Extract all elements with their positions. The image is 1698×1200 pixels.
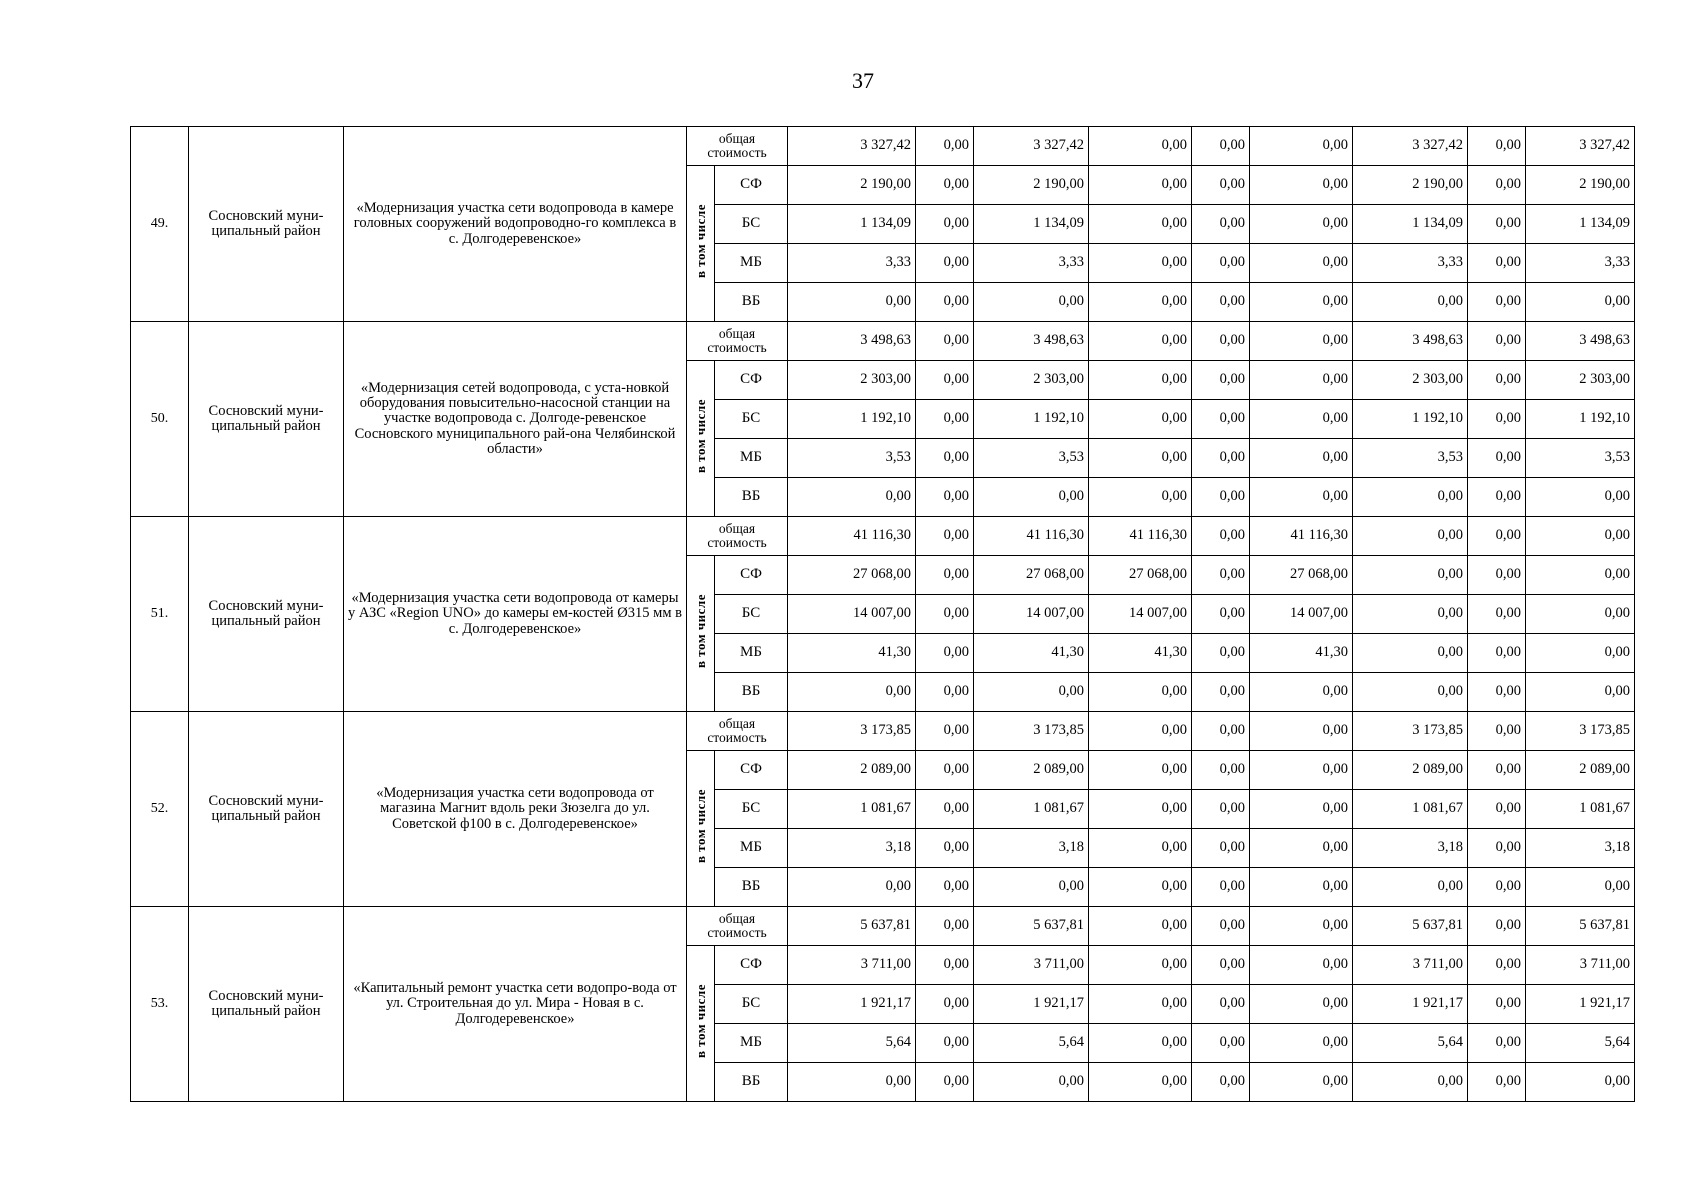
- value-cell: 0,00: [1089, 1063, 1192, 1102]
- value-cell: 5,64: [1526, 1024, 1635, 1063]
- value-cell: 3,33: [1526, 244, 1635, 283]
- value-cell: 0,00: [1250, 244, 1353, 283]
- value-cell: 0,00: [1526, 517, 1635, 556]
- value-cell: 41,30: [1250, 634, 1353, 673]
- value-cell: 3 327,42: [788, 127, 916, 166]
- funding-source-label: МБ: [715, 244, 788, 283]
- value-cell: 0,00: [1468, 439, 1526, 478]
- funding-source-label: БС: [715, 205, 788, 244]
- value-cell: 0,00: [1192, 439, 1250, 478]
- value-cell: 5 637,81: [1353, 907, 1468, 946]
- value-cell: 2 190,00: [1353, 166, 1468, 205]
- municipality-name: Сосновский муни-ципальный район: [189, 322, 344, 517]
- value-cell: 27 068,00: [1089, 556, 1192, 595]
- value-cell: 0,00: [1468, 361, 1526, 400]
- page-number: 37: [852, 68, 874, 93]
- value-cell: 0,00: [1468, 127, 1526, 166]
- value-cell: 0,00: [916, 1063, 974, 1102]
- project-number: 50.: [131, 322, 189, 517]
- value-cell: 1 192,10: [974, 400, 1089, 439]
- value-cell: 3 711,00: [974, 946, 1089, 985]
- value-cell: 27 068,00: [1250, 556, 1353, 595]
- value-cell: 0,00: [1250, 478, 1353, 517]
- value-cell: 0,00: [1353, 517, 1468, 556]
- value-cell: 3 173,85: [1353, 712, 1468, 751]
- value-cell: 0,00: [788, 673, 916, 712]
- value-cell: 5 637,81: [974, 907, 1089, 946]
- value-cell: 3 173,85: [788, 712, 916, 751]
- value-cell: 0,00: [1468, 595, 1526, 634]
- value-cell: 3 498,63: [1353, 322, 1468, 361]
- value-cell: 1 192,10: [1526, 400, 1635, 439]
- value-cell: 0,00: [1526, 634, 1635, 673]
- value-cell: 27 068,00: [974, 556, 1089, 595]
- value-cell: 3,33: [1353, 244, 1468, 283]
- value-cell: 3 327,42: [974, 127, 1089, 166]
- value-cell: 0,00: [1192, 790, 1250, 829]
- value-cell: 3,33: [974, 244, 1089, 283]
- project-row-total: [131, 127, 1635, 166]
- value-cell: 2 190,00: [788, 166, 916, 205]
- value-cell: 0,00: [1089, 127, 1192, 166]
- value-cell: 0,00: [1089, 205, 1192, 244]
- value-cell: 0,00: [1526, 283, 1635, 322]
- funding-source-label: ВБ: [715, 478, 788, 517]
- value-cell: 3,53: [1526, 439, 1635, 478]
- value-cell: 2 303,00: [1353, 361, 1468, 400]
- value-cell: 0,00: [916, 439, 974, 478]
- including-label: в том числе: [692, 399, 708, 474]
- value-cell: 0,00: [916, 244, 974, 283]
- value-cell: 0,00: [1250, 166, 1353, 205]
- total-cost-label: общая стоимость: [687, 517, 788, 556]
- value-cell: 3 711,00: [1526, 946, 1635, 985]
- value-cell: 0,00: [974, 283, 1089, 322]
- municipality-name: Сосновский муни-ципальный район: [189, 712, 344, 907]
- value-cell: 0,00: [1468, 283, 1526, 322]
- value-cell: 0,00: [1468, 985, 1526, 1024]
- value-cell: 0,00: [974, 673, 1089, 712]
- value-cell: 0,00: [788, 868, 916, 907]
- value-cell: 0,00: [1468, 829, 1526, 868]
- including-label: в том числе: [692, 984, 708, 1059]
- project-name: «Модернизация участка сети водопровода от камеры у АЗС «Region UNO» до камеры ем-костей Ø315 мм в с. Долгодеревенское»: [344, 517, 687, 712]
- funding-source-label: ВБ: [715, 673, 788, 712]
- value-cell: 0,00: [1192, 244, 1250, 283]
- project-row-total: [131, 322, 1635, 361]
- value-cell: 0,00: [1089, 829, 1192, 868]
- value-cell: 1 921,17: [974, 985, 1089, 1024]
- value-cell: 0,00: [916, 205, 974, 244]
- total-cost-label: общая стоимость: [687, 322, 788, 361]
- value-cell: 0,00: [1089, 907, 1192, 946]
- value-cell: 0,00: [1353, 283, 1468, 322]
- project-number: 51.: [131, 517, 189, 712]
- value-cell: 3 498,63: [788, 322, 916, 361]
- value-cell: 3 327,42: [1526, 127, 1635, 166]
- value-cell: 0,00: [1250, 751, 1353, 790]
- value-cell: 0,00: [916, 166, 974, 205]
- value-cell: 0,00: [916, 907, 974, 946]
- value-cell: 3 327,42: [1353, 127, 1468, 166]
- value-cell: 0,00: [1250, 400, 1353, 439]
- value-cell: 0,00: [1192, 556, 1250, 595]
- value-cell: 3,33: [788, 244, 916, 283]
- value-cell: 0,00: [1192, 829, 1250, 868]
- value-cell: 5,64: [788, 1024, 916, 1063]
- funding-source-label: СФ: [715, 166, 788, 205]
- funding-source-label: ВБ: [715, 1063, 788, 1102]
- value-cell: 0,00: [1192, 946, 1250, 985]
- value-cell: 0,00: [916, 946, 974, 985]
- funding-source-label: МБ: [715, 829, 788, 868]
- funding-source-label: СФ: [715, 361, 788, 400]
- value-cell: 1 081,67: [974, 790, 1089, 829]
- value-cell: 0,00: [1192, 985, 1250, 1024]
- value-cell: 0,00: [1468, 400, 1526, 439]
- value-cell: 0,00: [1192, 1063, 1250, 1102]
- value-cell: 0,00: [1468, 556, 1526, 595]
- value-cell: 1 192,10: [788, 400, 916, 439]
- value-cell: 0,00: [1250, 1024, 1353, 1063]
- value-cell: 0,00: [1192, 595, 1250, 634]
- value-cell: 27 068,00: [788, 556, 916, 595]
- value-cell: 2 089,00: [788, 751, 916, 790]
- funding-source-label: СФ: [715, 556, 788, 595]
- value-cell: 3,18: [1526, 829, 1635, 868]
- value-cell: 0,00: [1089, 868, 1192, 907]
- value-cell: 0,00: [916, 361, 974, 400]
- value-cell: 0,00: [916, 322, 974, 361]
- value-cell: 0,00: [1089, 244, 1192, 283]
- value-cell: 0,00: [916, 712, 974, 751]
- value-cell: 2 089,00: [974, 751, 1089, 790]
- value-cell: 0,00: [1468, 244, 1526, 283]
- value-cell: 0,00: [1192, 283, 1250, 322]
- including-label: в том числе: [692, 594, 708, 669]
- municipality-name: Сосновский муни-ципальный район: [189, 127, 344, 322]
- value-cell: 0,00: [1526, 868, 1635, 907]
- value-cell: 41 116,30: [974, 517, 1089, 556]
- total-cost-label: общая стоимость: [687, 127, 788, 166]
- total-cost-label: общая стоимость: [687, 712, 788, 751]
- value-cell: 0,00: [1089, 1024, 1192, 1063]
- value-cell: 3,18: [1353, 829, 1468, 868]
- funding-source-label: МБ: [715, 634, 788, 673]
- value-cell: 0,00: [1089, 439, 1192, 478]
- value-cell: 0,00: [1526, 1063, 1635, 1102]
- including-label-cell: [687, 556, 715, 712]
- value-cell: 1 134,09: [1526, 205, 1635, 244]
- value-cell: 2 190,00: [974, 166, 1089, 205]
- value-cell: 1 134,09: [788, 205, 916, 244]
- value-cell: 0,00: [1468, 712, 1526, 751]
- value-cell: 1 134,09: [974, 205, 1089, 244]
- value-cell: 0,00: [1250, 907, 1353, 946]
- value-cell: 0,00: [1089, 712, 1192, 751]
- project-number: 49.: [131, 127, 189, 322]
- value-cell: 1 134,09: [1353, 205, 1468, 244]
- value-cell: 2 303,00: [974, 361, 1089, 400]
- value-cell: 0,00: [916, 1024, 974, 1063]
- value-cell: 0,00: [974, 868, 1089, 907]
- value-cell: 3 711,00: [788, 946, 916, 985]
- including-label-cell: [687, 751, 715, 907]
- value-cell: 2 190,00: [1526, 166, 1635, 205]
- value-cell: 0,00: [1468, 907, 1526, 946]
- value-cell: 3 173,85: [974, 712, 1089, 751]
- value-cell: 2 089,00: [1353, 751, 1468, 790]
- value-cell: 0,00: [1192, 322, 1250, 361]
- value-cell: 0,00: [1468, 634, 1526, 673]
- value-cell: 0,00: [1468, 946, 1526, 985]
- value-cell: 41 116,30: [1089, 517, 1192, 556]
- value-cell: 3,18: [788, 829, 916, 868]
- value-cell: 0,00: [1353, 556, 1468, 595]
- funding-source-label: БС: [715, 985, 788, 1024]
- value-cell: 0,00: [788, 478, 916, 517]
- including-label-cell: [687, 946, 715, 1102]
- value-cell: 0,00: [1192, 517, 1250, 556]
- value-cell: 0,00: [1353, 634, 1468, 673]
- value-cell: 0,00: [1192, 868, 1250, 907]
- municipality-name: Сосновский муни-ципальный район: [189, 907, 344, 1102]
- value-cell: 0,00: [1250, 439, 1353, 478]
- value-cell: 0,00: [1353, 595, 1468, 634]
- value-cell: 0,00: [1468, 322, 1526, 361]
- value-cell: 0,00: [1468, 868, 1526, 907]
- value-cell: 0,00: [1250, 712, 1353, 751]
- including-label: в том числе: [692, 789, 708, 864]
- value-cell: 2 303,00: [788, 361, 916, 400]
- value-cell: 0,00: [1353, 478, 1468, 517]
- value-cell: 0,00: [1526, 595, 1635, 634]
- value-cell: 3,53: [1353, 439, 1468, 478]
- total-cost-label: общая стоимость: [687, 907, 788, 946]
- value-cell: 2 303,00: [1526, 361, 1635, 400]
- value-cell: 0,00: [1250, 946, 1353, 985]
- value-cell: 1 921,17: [1526, 985, 1635, 1024]
- value-cell: 41 116,30: [788, 517, 916, 556]
- value-cell: 0,00: [1192, 205, 1250, 244]
- value-cell: 0,00: [1192, 907, 1250, 946]
- including-label-cell: [687, 166, 715, 322]
- value-cell: 0,00: [1089, 673, 1192, 712]
- including-label: в том числе: [692, 204, 708, 279]
- value-cell: 14 007,00: [788, 595, 916, 634]
- value-cell: 0,00: [1192, 634, 1250, 673]
- value-cell: 0,00: [974, 478, 1089, 517]
- value-cell: 0,00: [1526, 556, 1635, 595]
- value-cell: 0,00: [1468, 751, 1526, 790]
- value-cell: 0,00: [916, 556, 974, 595]
- value-cell: 1 081,67: [1353, 790, 1468, 829]
- value-cell: 0,00: [1468, 1024, 1526, 1063]
- value-cell: 0,00: [1089, 322, 1192, 361]
- value-cell: 5,64: [974, 1024, 1089, 1063]
- value-cell: 0,00: [1526, 673, 1635, 712]
- value-cell: 0,00: [1250, 1063, 1353, 1102]
- table-body: [131, 127, 1635, 1102]
- value-cell: 0,00: [1250, 283, 1353, 322]
- value-cell: 0,00: [916, 595, 974, 634]
- value-cell: 41,30: [1089, 634, 1192, 673]
- project-name: «Капитальный ремонт участка сети водопро-вода от ул. Строительная до ул. Мира - Новая в с. Долгодеревенское»: [344, 907, 687, 1102]
- value-cell: 41 116,30: [1250, 517, 1353, 556]
- value-cell: 0,00: [916, 790, 974, 829]
- value-cell: 0,00: [916, 751, 974, 790]
- value-cell: 1 081,67: [1526, 790, 1635, 829]
- value-cell: 0,00: [916, 868, 974, 907]
- value-cell: 3 173,85: [1526, 712, 1635, 751]
- value-cell: 0,00: [1192, 478, 1250, 517]
- value-cell: 0,00: [916, 478, 974, 517]
- value-cell: 5,64: [1353, 1024, 1468, 1063]
- value-cell: 0,00: [1089, 985, 1192, 1024]
- value-cell: 0,00: [1089, 400, 1192, 439]
- value-cell: 3 498,63: [1526, 322, 1635, 361]
- project-number: 53.: [131, 907, 189, 1102]
- value-cell: 0,00: [1192, 712, 1250, 751]
- value-cell: 0,00: [1192, 127, 1250, 166]
- value-cell: 0,00: [788, 1063, 916, 1102]
- value-cell: 0,00: [1192, 673, 1250, 712]
- value-cell: 14 007,00: [974, 595, 1089, 634]
- value-cell: 0,00: [1468, 166, 1526, 205]
- value-cell: 0,00: [1089, 283, 1192, 322]
- value-cell: 0,00: [1089, 166, 1192, 205]
- value-cell: 0,00: [1468, 517, 1526, 556]
- value-cell: 1 081,67: [788, 790, 916, 829]
- value-cell: 0,00: [1250, 868, 1353, 907]
- value-cell: 0,00: [916, 634, 974, 673]
- value-cell: 0,00: [1250, 127, 1353, 166]
- funding-source-label: МБ: [715, 1024, 788, 1063]
- value-cell: 3,53: [788, 439, 916, 478]
- value-cell: 0,00: [1192, 751, 1250, 790]
- value-cell: 1 921,17: [788, 985, 916, 1024]
- value-cell: 0,00: [1192, 1024, 1250, 1063]
- value-cell: 0,00: [1526, 478, 1635, 517]
- funding-source-label: БС: [715, 595, 788, 634]
- funding-source-label: БС: [715, 790, 788, 829]
- value-cell: 0,00: [788, 283, 916, 322]
- value-cell: 1 192,10: [1353, 400, 1468, 439]
- value-cell: 0,00: [1192, 400, 1250, 439]
- project-name: «Модернизация сетей водопровода, с уста-новкой оборудования повысительно-насосной станции на участке водопровода с. Долгоде-ревенское Сосновского муниципального рай-она Челябинской области»: [344, 322, 687, 517]
- project-number: 52.: [131, 712, 189, 907]
- value-cell: 14 007,00: [1250, 595, 1353, 634]
- value-cell: 0,00: [916, 400, 974, 439]
- value-cell: 0,00: [1353, 868, 1468, 907]
- value-cell: 1 921,17: [1353, 985, 1468, 1024]
- funding-source-label: ВБ: [715, 283, 788, 322]
- value-cell: 0,00: [916, 517, 974, 556]
- value-cell: 0,00: [1468, 205, 1526, 244]
- funding-source-label: МБ: [715, 439, 788, 478]
- funding-source-label: СФ: [715, 946, 788, 985]
- value-cell: 0,00: [916, 985, 974, 1024]
- project-row-total: [131, 907, 1635, 946]
- value-cell: 0,00: [1192, 166, 1250, 205]
- value-cell: 0,00: [916, 283, 974, 322]
- funding-source-label: СФ: [715, 751, 788, 790]
- value-cell: 3 498,63: [974, 322, 1089, 361]
- value-cell: 0,00: [1089, 751, 1192, 790]
- value-cell: 0,00: [1250, 322, 1353, 361]
- value-cell: 0,00: [974, 1063, 1089, 1102]
- value-cell: 0,00: [1250, 829, 1353, 868]
- value-cell: 0,00: [916, 673, 974, 712]
- value-cell: 0,00: [916, 127, 974, 166]
- value-cell: 0,00: [916, 829, 974, 868]
- municipality-name: Сосновский муни-ципальный район: [189, 517, 344, 712]
- value-cell: 41,30: [974, 634, 1089, 673]
- value-cell: 0,00: [1089, 478, 1192, 517]
- value-cell: 3,18: [974, 829, 1089, 868]
- value-cell: 0,00: [1468, 1063, 1526, 1102]
- project-row-total: [131, 712, 1635, 751]
- value-cell: 5 637,81: [1526, 907, 1635, 946]
- value-cell: 0,00: [1353, 1063, 1468, 1102]
- value-cell: 0,00: [1468, 478, 1526, 517]
- value-cell: 0,00: [1089, 361, 1192, 400]
- value-cell: 2 089,00: [1526, 751, 1635, 790]
- funding-source-label: БС: [715, 400, 788, 439]
- value-cell: 0,00: [1250, 673, 1353, 712]
- value-cell: 0,00: [1250, 790, 1353, 829]
- value-cell: 14 007,00: [1089, 595, 1192, 634]
- budget-table: [130, 126, 1635, 1102]
- funding-source-label: ВБ: [715, 868, 788, 907]
- value-cell: 3 711,00: [1353, 946, 1468, 985]
- value-cell: 0,00: [1468, 790, 1526, 829]
- value-cell: 41,30: [788, 634, 916, 673]
- value-cell: 0,00: [1089, 946, 1192, 985]
- project-name: «Модернизация участка сети водопровода в камере головных сооружений водопроводно-го комплекса в с. Долгодеревенское»: [344, 127, 687, 322]
- value-cell: 0,00: [1089, 790, 1192, 829]
- value-cell: 5 637,81: [788, 907, 916, 946]
- value-cell: 0,00: [1250, 985, 1353, 1024]
- value-cell: 0,00: [1468, 673, 1526, 712]
- value-cell: 0,00: [1250, 205, 1353, 244]
- value-cell: 0,00: [1250, 361, 1353, 400]
- value-cell: 3,53: [974, 439, 1089, 478]
- project-name: «Модернизация участка сети водопровода от магазина Магнит вдоль реки Зюзелга до ул. Советской ф100 в с. Долгодеревенское»: [344, 712, 687, 907]
- value-cell: 0,00: [1353, 673, 1468, 712]
- project-row-total: [131, 517, 1635, 556]
- value-cell: 0,00: [1192, 361, 1250, 400]
- including-label-cell: [687, 361, 715, 517]
